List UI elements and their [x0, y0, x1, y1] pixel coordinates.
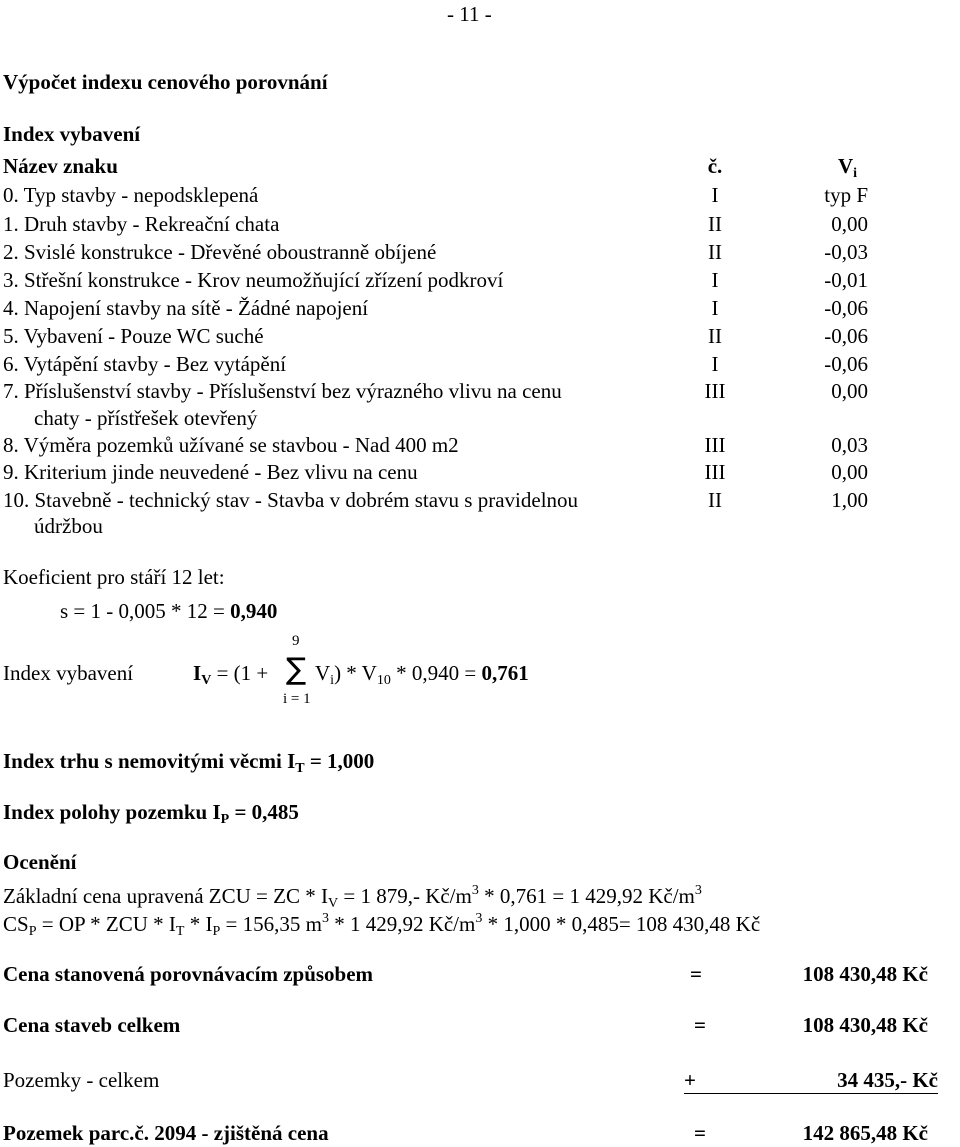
total-comparison-value: 108 430,48 Kč: [802, 962, 928, 986]
equip-formula-part3: ) * V: [334, 661, 377, 685]
table-row-name: 1. Druh stavby - Rekreační chata: [3, 212, 280, 236]
csp-sub-p2: P: [212, 924, 221, 939]
table-row-name-continuation: údržbou: [34, 514, 103, 538]
table-row-name: 5. Vybavení - Pouze WC suché: [3, 324, 264, 348]
table-row-value: 0,00: [831, 379, 868, 403]
table-row-category: I: [711, 296, 719, 320]
table-row-name-continuation: chaty - přístřešek otevřený: [34, 406, 258, 430]
equip-formula-label: Index vybavení: [3, 661, 134, 685]
table-row-name: 4. Napojení stavby na sítě - Žádné napojení: [3, 296, 369, 320]
table-row-name: 3. Střešní konstrukce - Krov neumožňující zřízení podkroví: [3, 268, 504, 292]
age-coefficient-formula: [60, 601, 277, 622]
table-row-category: I: [711, 183, 719, 207]
equip-formula-part1: = (1 +: [211, 661, 269, 685]
table-row-category: III: [704, 379, 726, 403]
table-row-category: II: [708, 324, 722, 348]
market-index-sub: T: [295, 761, 305, 776]
csp-sub-t: T: [175, 924, 185, 939]
total-buildings-value: 108 430,48 Kč: [802, 1013, 928, 1037]
table-header-value-sub: i: [853, 166, 858, 181]
zcu-text-c: * 0,761 = 1 429,92 Kč/m: [478, 884, 695, 908]
total-buildings-op: =: [694, 1013, 706, 1037]
table-header-value: [838, 156, 857, 181]
table-row-value: -0,06: [824, 324, 868, 348]
table-row-value: 0,00: [831, 460, 868, 484]
total-buildings-label: Cena staveb celkem: [3, 1013, 181, 1037]
table-row-value: -0,06: [824, 296, 868, 320]
table-row-value: 1,00: [831, 488, 868, 512]
table-row-name: 2. Svislé konstrukce - Dřevěné oboustranně obíjené: [3, 240, 437, 264]
table-row-category: I: [711, 268, 719, 292]
csp-sup-2: 3: [475, 911, 483, 926]
zcu-text-b: = 1 879,- Kč/m: [338, 884, 472, 908]
age-formula-text: s = 1 - 0,005 * 12 =: [60, 599, 231, 623]
page-title: Výpočet indexu cenového porovnání: [3, 70, 328, 94]
equip-formula-vi-sub: i: [330, 673, 335, 688]
table-row-value: -0,01: [824, 268, 868, 292]
table-row-value: 0,03: [831, 433, 868, 457]
valuation-line-csp: [3, 912, 760, 939]
total-comparison-label: Cena stanovená porovnávacím způsobem: [3, 962, 374, 986]
sum-sign-icon: ∑: [286, 652, 307, 687]
equip-formula-part4: * 0,940 =: [390, 661, 482, 685]
equip-index-symbol: I: [193, 661, 202, 685]
age-formula-result: 0,940: [230, 599, 278, 623]
total-parcel-label: Pozemek parc.č. 2094 - zjištěná cena: [3, 1121, 329, 1145]
csp-text-d: = 156,35 m: [220, 912, 322, 936]
location-index-sub: P: [220, 812, 230, 827]
market-index-value: = 1,000: [304, 749, 375, 773]
table-row-category: III: [704, 460, 726, 484]
table-row-name: 6. Vytápění stavby - Bez vytápění: [3, 352, 287, 376]
equip-formula-vi: V: [315, 661, 331, 685]
location-index-value: = 0,485: [229, 800, 299, 824]
table-row-category: I: [711, 352, 719, 376]
sum-upper-limit: 9: [292, 633, 300, 649]
sum-lower-limit: i = 1: [283, 691, 311, 707]
table-row-name: 10. Stavebně - technický stav - Stavba v dobrém stavu s pravidelnou: [3, 488, 579, 512]
table-row-name: 8. Výměra pozemků užívané se stavbou - Nad 400 m2: [3, 433, 459, 457]
zcu-sup-2: 3: [694, 883, 702, 898]
total-parcel-op: =: [694, 1121, 706, 1145]
csp-text-a: CS: [3, 912, 29, 936]
equip-formula-rhs: [315, 663, 529, 688]
market-index-line: [3, 751, 374, 776]
table-row-value: -0,06: [824, 352, 868, 376]
market-index-text: Index trhu s nemovitými věcmi I: [3, 749, 296, 773]
table-row-name: 0. Typ stavby - nepodsklepená: [3, 183, 259, 207]
table-row-name: 9. Kriterium jinde neuvedené - Bez vlivu na cenu: [3, 460, 418, 484]
equip-formula-lhs: [193, 663, 268, 688]
csp-text-c: * I: [184, 912, 213, 936]
table-header-name: Název znaku: [3, 154, 118, 178]
page-number: - 11 -: [447, 2, 492, 26]
section-heading-index-vybaveni: Index vybavení: [3, 122, 141, 146]
table-row-category: II: [708, 488, 722, 512]
csp-text-e: * 1 429,92 Kč/m: [328, 912, 476, 936]
table-row-value: typ F: [824, 183, 868, 207]
total-land-op: +: [684, 1070, 740, 1094]
table-row-category: III: [704, 433, 726, 457]
total-parcel-value: 142 865,48 Kč: [802, 1121, 928, 1145]
zcu-sup-1: 3: [471, 883, 479, 898]
total-comparison-op: =: [690, 962, 702, 986]
table-header-category: č.: [707, 154, 723, 178]
zcu-text-a: Základní cena upravená ZCU = ZC * I: [3, 884, 328, 908]
location-index-text: Index polohy pozemku I: [3, 800, 221, 824]
equip-formula-result: 0,761: [481, 661, 529, 685]
table-header-value-main: V: [838, 154, 854, 178]
table-row-name: 7. Příslušenství stavby - Příslušenství bez výrazného vlivu na cenu: [3, 379, 562, 403]
equip-index-symbol-sub: V: [201, 673, 212, 688]
total-land-label: Pozemky - celkem: [3, 1068, 160, 1092]
table-row-category: II: [708, 212, 722, 236]
valuation-heading: Ocenění: [3, 850, 77, 874]
age-coefficient-label: Koeficient pro stáří 12 let:: [3, 565, 225, 589]
csp-sup-1: 3: [321, 911, 329, 926]
table-row-value: -0,03: [824, 240, 868, 264]
table-row-value: 0,00: [831, 212, 868, 236]
location-index-line: [3, 802, 299, 827]
valuation-line-zcu: [3, 884, 702, 911]
equip-formula-v10-sub: 10: [376, 673, 391, 688]
total-land-value: 34 435,- Kč: [740, 1070, 938, 1094]
csp-text-b: = OP * ZCU * I: [36, 912, 176, 936]
csp-text-f: * 1,000 * 0,485= 108 430,48 Kč: [482, 912, 761, 936]
table-row-category: II: [708, 240, 722, 264]
zcu-sub-v: V: [327, 896, 339, 911]
csp-sub-p: P: [28, 924, 37, 939]
